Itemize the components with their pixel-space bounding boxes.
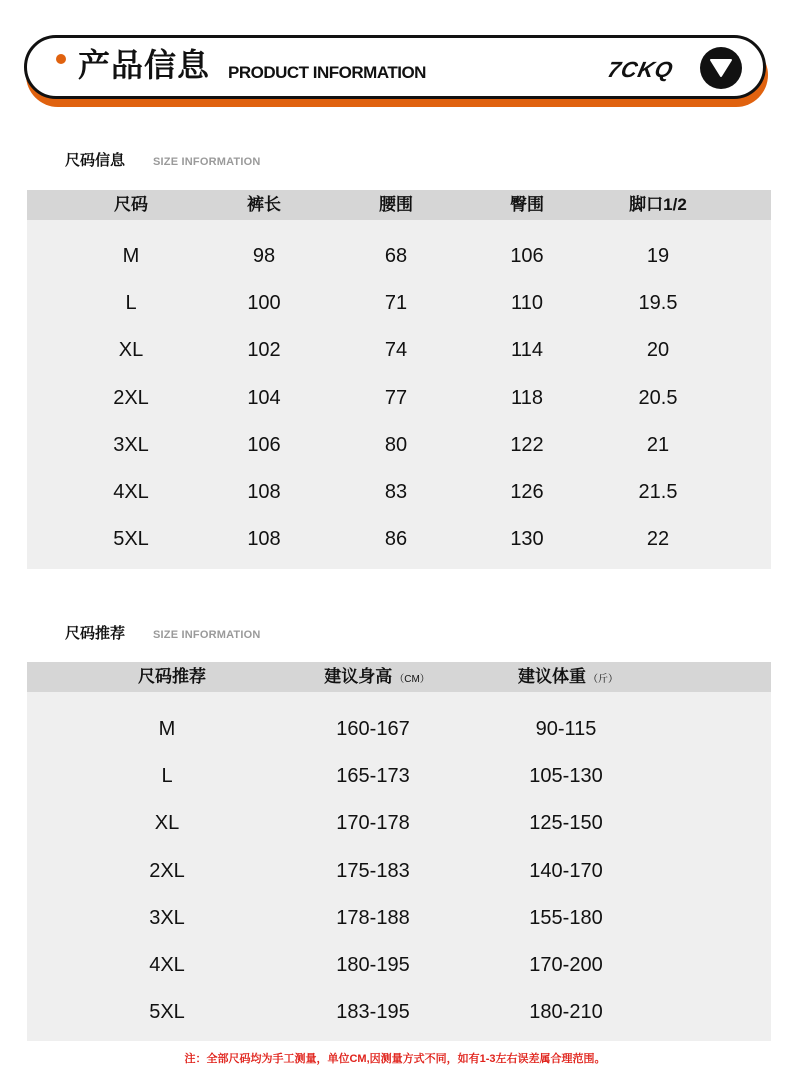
size-label: XL — [118, 339, 144, 362]
table-cell: 77 — [384, 386, 408, 409]
size-recommend-table — [27, 662, 771, 1041]
table-cell: 19 — [646, 245, 670, 267]
table-cell: 170-178 — [336, 812, 410, 835]
size-label: 5XL — [149, 1001, 185, 1024]
table-cell: 178-188 — [336, 906, 410, 929]
table-cell: 175-183 — [336, 859, 410, 882]
table-cell: 74 — [384, 339, 408, 362]
size-label: XL — [154, 812, 180, 835]
size-label: M — [158, 718, 176, 740]
table-cell: 106 — [247, 433, 281, 456]
column-header-label: 尺码推荐 — [138, 667, 206, 686]
size-label: 4XL — [113, 481, 149, 503]
column-header-label: 建议身高 — [324, 667, 393, 686]
table-cell: 108 — [247, 528, 281, 551]
column-header-unit: （斤） — [588, 674, 618, 685]
table-cell: 140-170 — [529, 859, 603, 882]
size-label: L — [125, 292, 137, 315]
column-header: 裤长 — [247, 195, 281, 214]
table-cell: 170-200 — [529, 954, 603, 976]
table-cell: 100 — [247, 292, 281, 315]
column-header: 尺码 — [114, 195, 148, 214]
size-label: L — [161, 765, 173, 788]
size-label: 2XL — [149, 859, 185, 882]
size-label: 3XL — [113, 433, 149, 456]
size-label: 5XL — [113, 528, 149, 551]
table-cell: 118 — [511, 386, 543, 409]
table-cell: 71 — [384, 292, 408, 315]
accent-dot — [56, 54, 66, 64]
column-header — [518, 662, 618, 692]
size-recommend-subtitle: SIZE INFORMATION — [153, 629, 261, 641]
column-header-unit: （CM） — [394, 674, 430, 685]
table-cell: 104 — [247, 386, 281, 409]
column-header-label: 建议体重 — [518, 667, 586, 686]
table-cell: 110 — [511, 292, 543, 315]
size-info-title: 尺码信息 — [65, 152, 126, 169]
brand-logo: 7CKQ — [605, 57, 676, 82]
table-cell: 21.5 — [638, 481, 678, 503]
size-recommend-title: 尺码推荐 — [65, 625, 126, 642]
size-info-table — [27, 190, 771, 569]
table-cell: 102 — [247, 339, 281, 362]
table-cell: 80 — [384, 433, 408, 456]
page-subtitle: PRODUCT INFORMATION — [228, 63, 426, 82]
table-cell: 20 — [646, 339, 670, 362]
table-cell: 22 — [646, 528, 670, 551]
table-cell: 165-173 — [336, 765, 410, 788]
table-cell: 21 — [646, 433, 670, 456]
column-header — [138, 662, 206, 692]
table-cell: 83 — [384, 481, 408, 503]
size-label: 4XL — [149, 954, 185, 976]
table-cell: 183-195 — [336, 1001, 410, 1024]
size-info-table-header — [27, 190, 771, 220]
column-header: 脚口1/2 — [629, 195, 687, 214]
table-cell: 19.5 — [638, 292, 678, 315]
size-label: M — [122, 245, 140, 267]
table-cell: 160-167 — [336, 718, 410, 740]
table-cell: 125-150 — [529, 812, 603, 835]
size-label: 3XL — [149, 906, 185, 929]
size-info-subtitle: SIZE INFORMATION — [153, 156, 261, 168]
table-cell: 20.5 — [638, 386, 678, 409]
table-cell: 126 — [510, 481, 544, 503]
page-title: 产品信息 — [78, 47, 211, 83]
table-cell: 106 — [510, 245, 544, 267]
table-cell: 114 — [511, 339, 543, 362]
size-recommend-table-header — [27, 662, 771, 692]
chevron-down-circle-icon[interactable] — [700, 47, 742, 89]
table-cell: 155-180 — [529, 906, 603, 929]
table-cell: 122 — [510, 433, 544, 456]
size-label: 2XL — [113, 386, 149, 409]
column-header: 臀围 — [510, 195, 544, 214]
table-cell: 68 — [384, 245, 408, 267]
table-cell: 105-130 — [529, 765, 603, 788]
table-cell: 86 — [384, 528, 408, 551]
table-cell: 90-115 — [535, 718, 597, 740]
column-header — [324, 662, 430, 692]
column-header: 腰围 — [379, 195, 413, 214]
table-cell: 180-210 — [529, 1001, 603, 1024]
table-cell: 108 — [247, 481, 281, 503]
table-cell: 98 — [252, 245, 276, 267]
table-cell: 180-195 — [336, 954, 410, 976]
measurement-note: 注：全部尺码均为手工测量，单位CM,因测量方式不同，如有1-3左右误差属合理范围。 — [184, 1053, 606, 1065]
table-cell: 130 — [510, 528, 544, 551]
